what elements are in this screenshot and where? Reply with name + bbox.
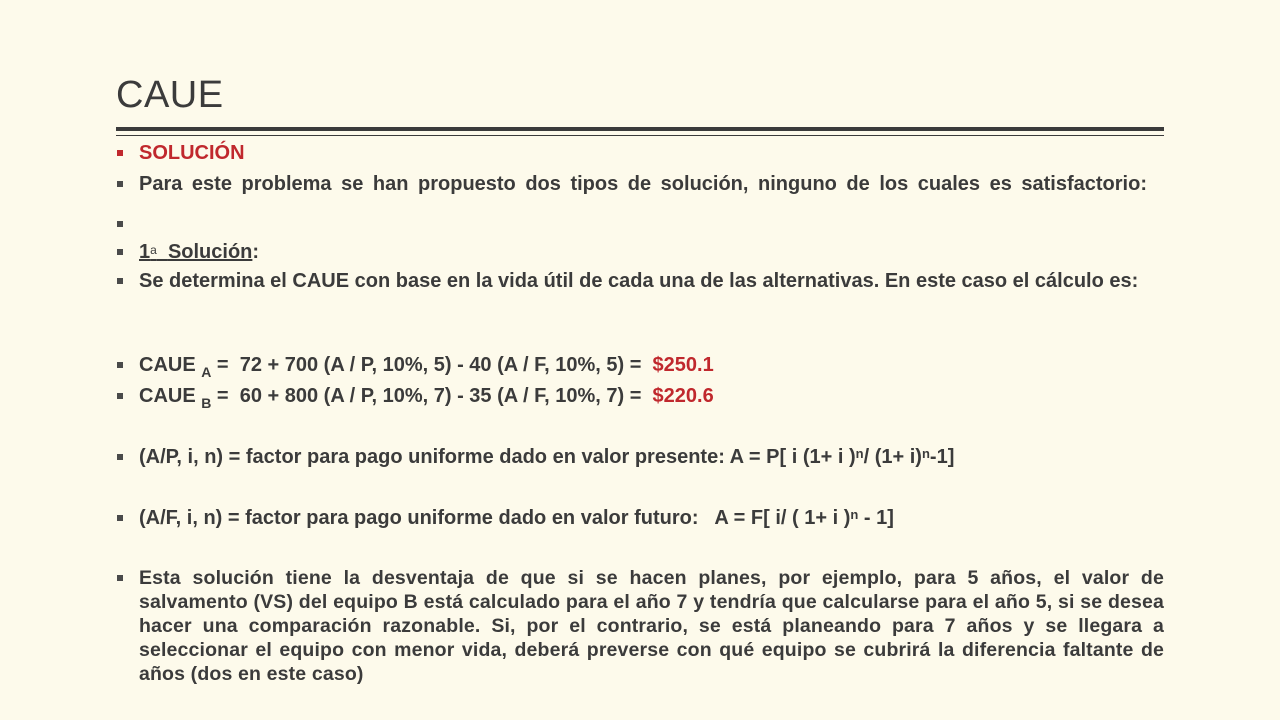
af-text: (A/F, i, n) = factor para pago uniforme dado en valor futuro: A = F[ i/ ( 1+ i ) bbox=[139, 507, 851, 529]
determina-text: Se determina el CAUE con base en la vida útil de cada una de las alternativas. En este caso el cálculo es: bbox=[139, 270, 1139, 292]
bullet-marker bbox=[116, 240, 139, 264]
ap-exp1: n bbox=[855, 446, 864, 461]
af-exp: n bbox=[850, 507, 859, 522]
caue-a-value: $250.1 bbox=[652, 354, 714, 376]
bullet-intro bbox=[116, 172, 1164, 196]
caue-a-sub: A bbox=[201, 364, 212, 380]
solucion-heading: SOLUCIÓN bbox=[139, 142, 245, 164]
bullet-solucion bbox=[116, 141, 1164, 165]
bullet-marker bbox=[116, 506, 139, 530]
bullet-caue-b bbox=[116, 384, 1164, 409]
bullet-marker bbox=[116, 384, 139, 408]
caue-b-formula: = 60 + 800 (A / P, 10%, 7) - 35 (A / F, 10%, 7) = bbox=[211, 385, 653, 407]
bullet-marker bbox=[116, 172, 139, 196]
caue-a-formula: = 72 + 700 (A / P, 10%, 5) - 40 (A / F, 10%, 5) = bbox=[211, 354, 653, 376]
bullet-marker bbox=[116, 566, 139, 590]
bullet-determina bbox=[116, 269, 1164, 293]
title-rule-thick bbox=[116, 127, 1164, 131]
bullet-marker bbox=[116, 353, 139, 377]
bullet-ap-factor bbox=[116, 445, 1164, 469]
bullet-primera-solucion bbox=[116, 240, 1164, 264]
bullet-marker bbox=[116, 141, 139, 165]
caue-b-value: $220.6 bbox=[652, 385, 714, 407]
caue-a-line bbox=[139, 353, 1164, 378]
desventaja-text: Esta solución tiene la desventaja de que si se hacen planes, por ejemplo, para 5 años, el valor de salvamento (VS) del equipo B está calculado para el año 7 y tendría que calcularse para el año 5, si se desea hacer una comparación razonable. Si, por el contrario, se está planeando para 7 años y se llegara a seleccionar el equipo con menor vida, deberá preverse con qué equipo se cubrirá la diferencia faltante de años (dos en este caso) bbox=[139, 567, 1164, 685]
primera-label: Solución bbox=[167, 241, 253, 263]
title-rule-thin bbox=[116, 135, 1164, 136]
slide-title: CAUE bbox=[116, 74, 224, 116]
bullet-desventaja bbox=[116, 566, 1164, 686]
ap-end: -1] bbox=[929, 446, 955, 468]
ap-mid: / (1+ i) bbox=[863, 446, 922, 468]
ap-text: (A/P, i, n) = factor para pago uniforme dado en valor presente: A = P[ i (1+ i ) bbox=[139, 446, 856, 468]
bullet-marker bbox=[116, 212, 139, 236]
caue-b-line bbox=[139, 384, 1164, 409]
caue-b-sub: B bbox=[201, 395, 212, 411]
bullet-af-factor bbox=[116, 506, 1164, 530]
intro-text: Para este problema se han propuesto dos tipos de solución, ninguno de los cuales es satisfactorio: bbox=[139, 173, 1147, 195]
primera-num: 1 bbox=[139, 241, 151, 263]
caue-a-label: CAUE bbox=[139, 354, 202, 376]
primera-solucion-heading bbox=[139, 240, 1164, 264]
af-factor-line bbox=[139, 506, 1164, 530]
caue-b-label: CAUE bbox=[139, 385, 202, 407]
bullet-empty bbox=[116, 212, 1164, 236]
ap-factor-line bbox=[139, 445, 1164, 469]
bullet-marker bbox=[116, 445, 139, 469]
bullet-marker bbox=[116, 269, 139, 293]
primera-colon: : bbox=[252, 241, 260, 263]
ap-exp2: n bbox=[921, 446, 930, 461]
af-end: - 1] bbox=[858, 507, 894, 529]
primera-sup: a bbox=[150, 243, 157, 257]
bullet-caue-a bbox=[116, 353, 1164, 378]
